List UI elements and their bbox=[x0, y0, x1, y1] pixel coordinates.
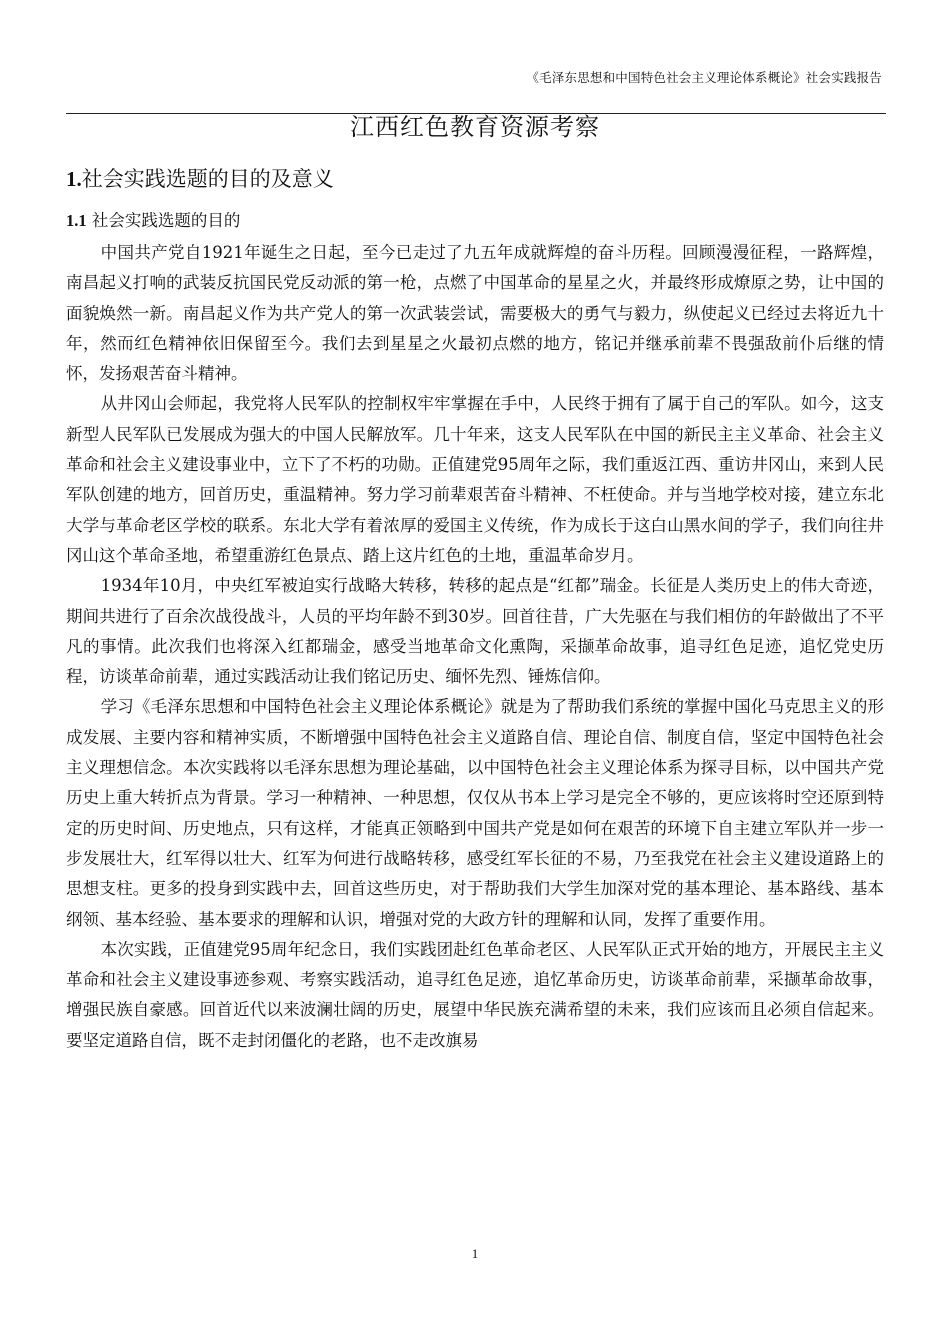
subsection-title: 社会实践选题的目的 bbox=[86, 211, 241, 230]
document-title: 江西红色教育资源考察 bbox=[350, 113, 600, 141]
paragraph: 本次实践，正值建党95周年纪念日，我们实践团赴红色革命老区、人民军队正式开始的地方，开展民主主义革命和社会主义建设事迹参观、考察实践活动，追寻红色足迹，追忆革命历史，访谈革命前辈，采撷革命故事，增强民族自豪感。回首近代以来波澜壮阔的历史，展望中华民族充满希望的未来，我们应该而且必须自信起来。要坚定道路自信，既不走封闭僵化的老路，也不走改旗易 bbox=[66, 939, 884, 1050]
paragraph: 中国共产党自1921年诞生之日起，至今已走过了九五年成就辉煌的奋斗历程。回顾漫漫征程，一路辉煌，南昌起义打响的武装反抗国民党反动派的第一枪，点燃了中国革命的星星之火，并最终形成燎原之势，让中国的面貌焕然一新。南昌起义作为共产党人的第一次武装尝试，需要极大的勇气与毅力，纵使起义已经过去将近九十年，然而红色精神依旧保留至今。我们去到星星之火最初点燃的地方，铭记并继承前辈不畏强敌前仆后继的情怀，发扬艰苦奋斗精神。 bbox=[66, 243, 884, 384]
section-number: 1. bbox=[66, 167, 82, 191]
page-number: 1 bbox=[471, 1246, 479, 1261]
subsection-number: 1.1 bbox=[66, 211, 87, 230]
body-text bbox=[66, 238, 884, 1056]
paragraph: 从井冈山会师起，我党将人民军队的控制权牢牢掌握在手中，人民终于拥有了属于自己的军队。如今，这支新型人民军队已发展成为强大的中国人民解放军。几十年来，这支人民军队在中国的新民主主义革命、社会主义革命和社会主义建设事业中，立下了不朽的功勋。正值建党95周年之际，我们重返江西、重访井冈山，来到人民军队创建的地方，回首历史，重温精神。努力学习前辈艰苦奋斗精神、不枉使命。并与当地学校对接，建立东北大学与革命老区学校的联系。东北大学有着浓厚的爱国主义传统，作为成长于这白山黑水间的学子，我们向往井冈山这个革命圣地，希望重游红色景点、踏上这片红色的土地，重温革命岁月。 bbox=[66, 394, 884, 565]
paragraph: 学习《毛泽东思想和中国特色社会主义理论体系概论》就是为了帮助我们系统的掌握中国化马克思主义的形成发展、主要内容和精神实质，不断增强中国特色社会主义道路自信、理论自信、制度自信，坚定中国特色社会主义理想信念。本次实践将以毛泽东思想为理论基础，以中国特色社会主义理论体系为探寻目标，以中国共产党历史上重大转折点为背景。学习一种精神、一种思想，仅仅从书本上学习是完全不够的，更应该将时空还原到特定的历史时间、历史地点，只有这样，才能真正领略到中国共产党是如何在艰苦的环境下自主建立军队并一步一步发展壮大，红军得以壮大、红军为何进行战略转移，感受红军长征的不易，乃至我党在社会主义建设道路上的思想支柱。更多的投身到实践中去，回首这些历史，对于帮助我们大学生加深对党的基本理论、基本路线、基本纲领、基本经验、基本要求的理解和认识，增强对党的大政方针的理解和认同，发挥了重要作用。 bbox=[66, 697, 884, 929]
section-title: 社会实践选题的目的及意义 bbox=[81, 167, 334, 191]
section-heading bbox=[66, 163, 334, 195]
paragraph: 1934年10月，中央红军被迫实行战略大转移，转移的起点是“红都”瑞金。长征是人类历史上的伟大奇迹，期间共进行了百余次战役战斗，人员的平均年龄不到30岁。回首往昔，广大先驱在与我们相仿的年龄做出了不平凡的事情。此次我们也将深入红都瑞金，感受当地革命文化熏陶，采撷革命故事，追寻红色足迹，追忆党史历程，访谈革命前辈，通过实践活动让我们铭记历史、缅怀先烈、锤炼信仰。 bbox=[66, 576, 884, 687]
subsection-heading bbox=[66, 207, 240, 235]
running-header: 《毛泽东思想和中国特色社会主义理论体系概论》社会实践报告 bbox=[526, 70, 882, 85]
